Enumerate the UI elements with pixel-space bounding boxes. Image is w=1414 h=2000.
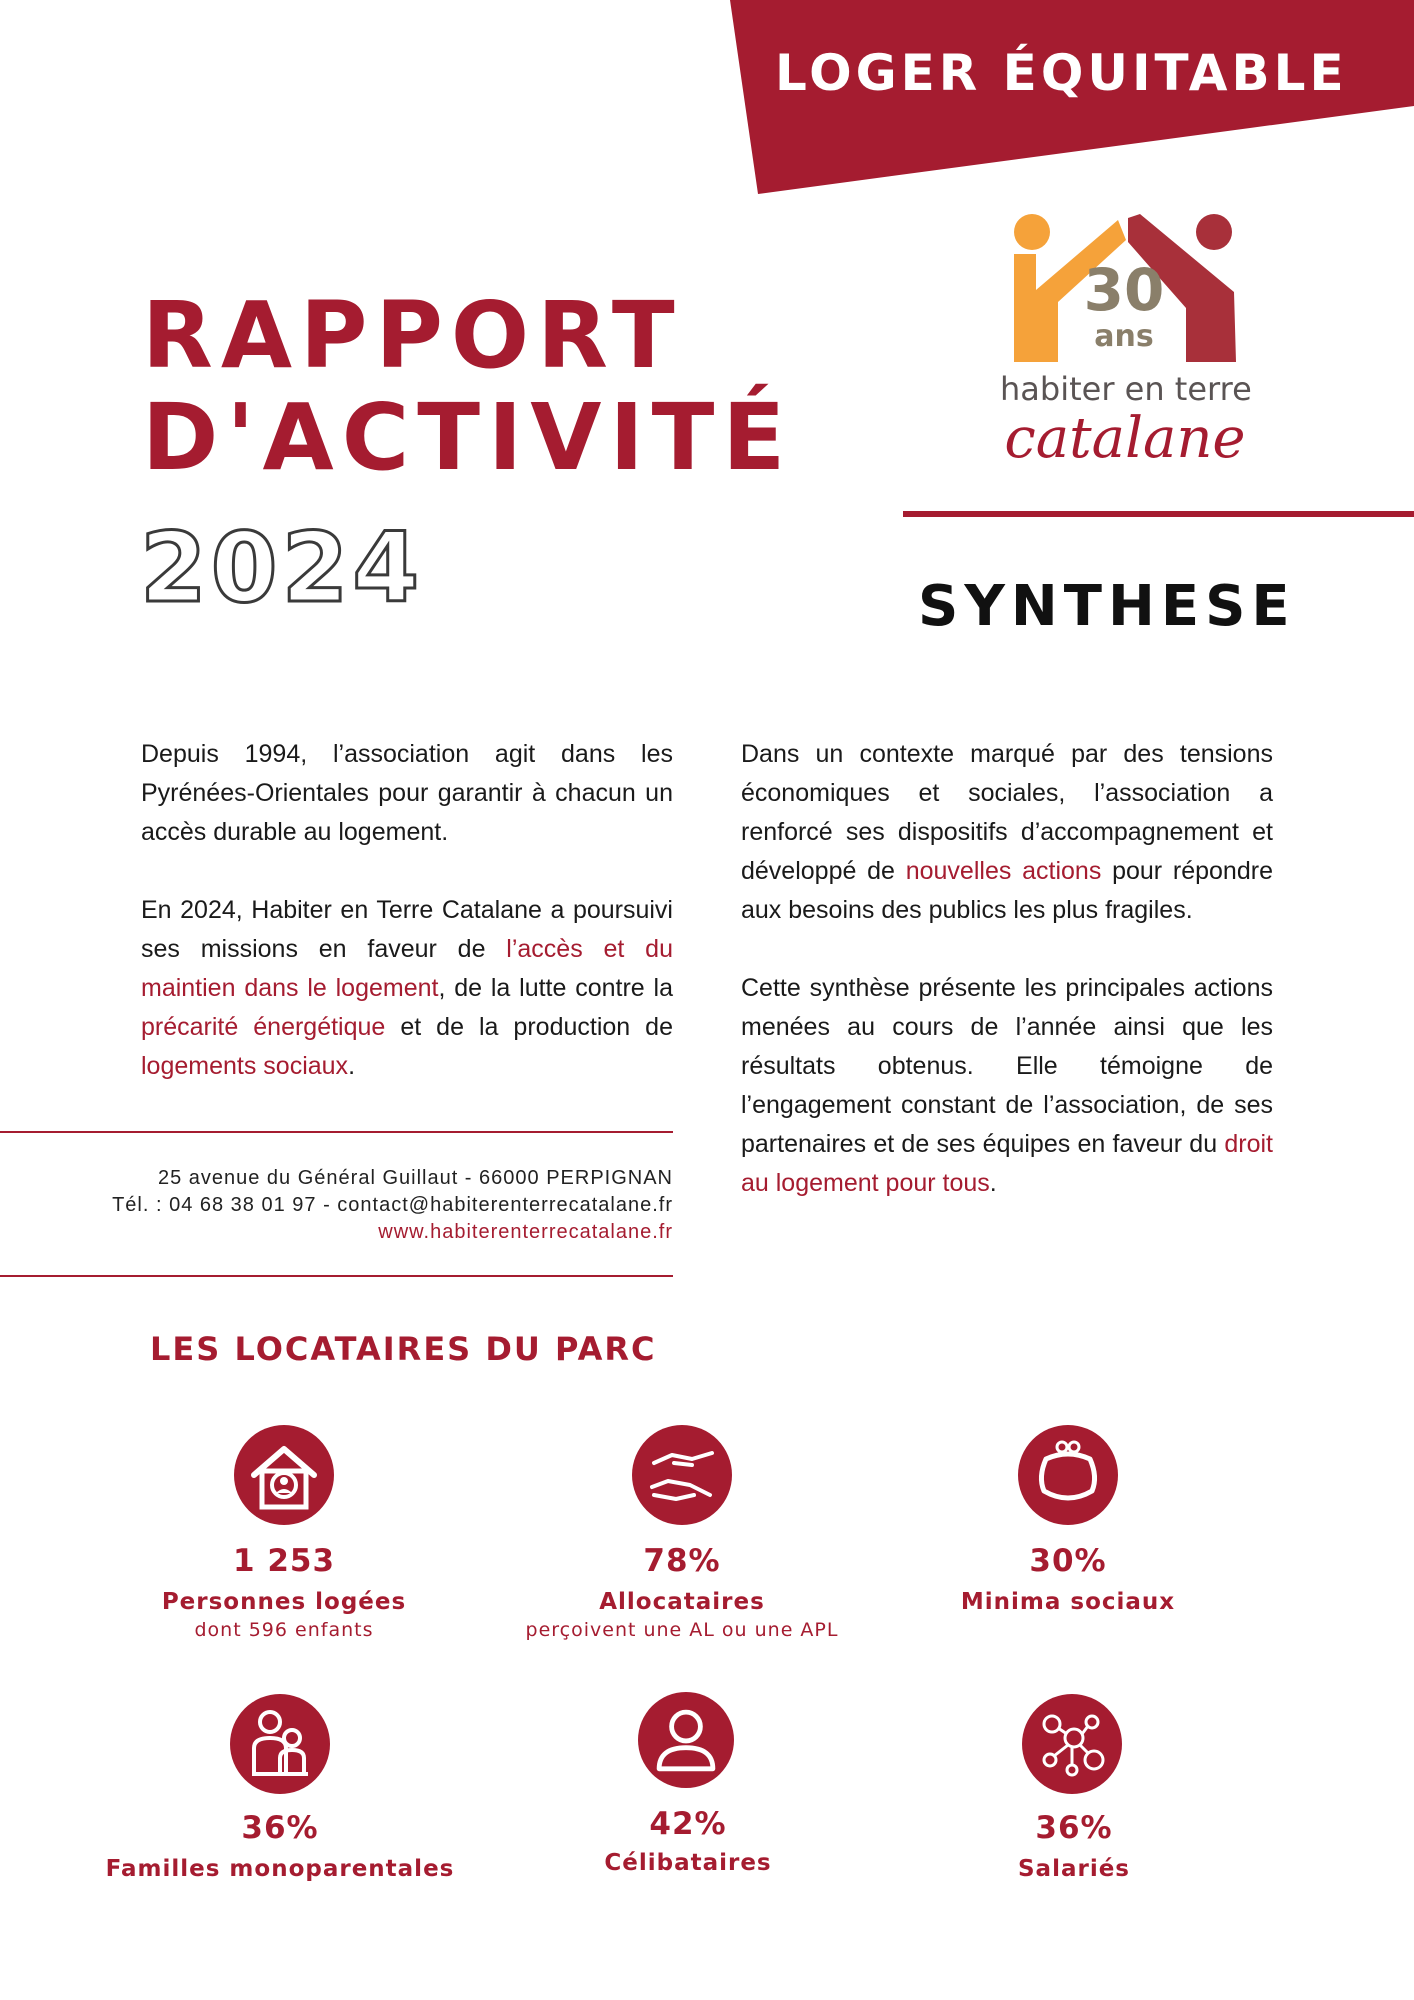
contact-address: 25 avenue du Général Guillaut - 66000 PERPIGNAN bbox=[157, 1167, 673, 1189]
stat-employees bbox=[874, 1694, 1274, 1894]
stat-label: Célibataires bbox=[604, 1850, 772, 1876]
stat-social-minima bbox=[868, 1425, 1268, 1655]
logo-divider bbox=[903, 511, 1414, 517]
stat-value: 36% bbox=[241, 1810, 319, 1846]
stat-label: Salariés bbox=[1017, 1856, 1130, 1882]
highlight-right-to-housing: droit au logement pour tous bbox=[741, 1130, 1273, 1197]
subtitle-synthese: SYNTHESE bbox=[918, 574, 1296, 639]
summary-text-a: Cette synthèse présente les principales actions menées au cours de l’année ainsi que les résultats obtenus. Elle témoigne de l’engagement constant de l’association, de ses partenaires et de ses équipes en faveur du bbox=[741, 974, 1273, 1158]
highlight-new-actions: nouvelles actions bbox=[905, 857, 1102, 885]
logo-text-line1: habiter en terre bbox=[1000, 370, 1252, 408]
missions-text-d: . bbox=[348, 1052, 356, 1080]
stat-label: Personnes logées bbox=[161, 1589, 407, 1615]
right-text-column bbox=[741, 735, 1273, 1242]
stat-label: Minima sociaux bbox=[960, 1589, 1176, 1615]
stat-label: Familles monoparentales bbox=[105, 1856, 455, 1882]
family-icon bbox=[230, 1694, 330, 1794]
network-people-icon bbox=[1022, 1694, 1122, 1794]
house-person-icon bbox=[234, 1425, 334, 1525]
summary-text-b: . bbox=[989, 1169, 997, 1197]
missions-text-b: , de la lutte contre la bbox=[438, 974, 673, 1002]
contact-bottom-rule bbox=[0, 1275, 673, 1277]
contact-block bbox=[40, 1165, 673, 1246]
stat-value: 30% bbox=[1029, 1543, 1107, 1579]
stat-sublabel: perçoivent une AL ou une APL bbox=[525, 1619, 839, 1641]
purse-icon bbox=[1018, 1425, 1118, 1525]
contact-phone-email[interactable]: Tél. : 04 68 38 01 97 - contact@habiterenterrecatalane.fr bbox=[112, 1194, 673, 1216]
logo-anniversary-number: 30 bbox=[1083, 256, 1165, 324]
context-text-a: Dans un contexte marqué par des tensions économiques et sociales, l’association a renforcé ses dispositifs d’accompagnement et développé de bbox=[741, 740, 1273, 885]
missions-paragraph bbox=[141, 891, 673, 1086]
highlight-access-housing: l’accès et du maintien dans le logement bbox=[141, 935, 673, 1002]
context-text-b: pour répondre aux besoins des publics les plus fragiles. bbox=[741, 857, 1273, 924]
report-title-line1: RAPPORT bbox=[142, 282, 683, 389]
report-year: 2024 bbox=[140, 512, 424, 624]
stat-value: 1 253 bbox=[232, 1543, 336, 1579]
highlight-social-housing: logements sociaux bbox=[141, 1052, 349, 1080]
summary-paragraph bbox=[741, 969, 1273, 1203]
logo-text-line2: catalane bbox=[1004, 406, 1246, 471]
stat-people-housed bbox=[84, 1425, 484, 1655]
stat-single-people bbox=[488, 1692, 888, 1892]
missions-text-c: et de la production de bbox=[385, 1013, 673, 1041]
logo-orange-head bbox=[1014, 214, 1050, 250]
left-text-column bbox=[141, 735, 673, 1125]
stat-sublabel: dont 596 enfants bbox=[194, 1619, 374, 1641]
hands-giving-icon bbox=[632, 1425, 732, 1525]
intro-paragraph: Depuis 1994, l’association agit dans les Pyrénées-Orientales pour garantir à chacun un accès durable au logement. bbox=[141, 740, 673, 846]
stat-allowance-recipients bbox=[482, 1425, 882, 1655]
banner-title: LOGER ÉQUITABLE bbox=[775, 44, 1348, 102]
stat-value: 78% bbox=[643, 1543, 721, 1579]
stat-value: 42% bbox=[649, 1806, 727, 1842]
contact-top-rule bbox=[0, 1131, 673, 1133]
context-paragraph bbox=[741, 735, 1273, 930]
contact-website-link[interactable]: www.habiterenterrecatalane.fr bbox=[378, 1221, 673, 1243]
section-title-tenants: LES LOCATAIRES DU PARC bbox=[150, 1330, 657, 1368]
logo-red-head bbox=[1196, 214, 1232, 250]
missions-text-a: En 2024, Habiter en Terre Catalane a poursuivi ses missions en faveur de bbox=[141, 896, 673, 963]
highlight-energy-poverty: précarité énergétique bbox=[141, 1013, 386, 1041]
association-logo bbox=[1000, 210, 1260, 370]
stat-single-parent-families bbox=[80, 1694, 480, 1894]
report-title-line2: D'ACTIVITÉ bbox=[142, 384, 794, 491]
logo-anniversary-unit: ans bbox=[1094, 319, 1154, 354]
stat-label: Allocataires bbox=[599, 1589, 765, 1615]
stat-value: 36% bbox=[1035, 1810, 1113, 1846]
person-icon bbox=[638, 1692, 734, 1788]
